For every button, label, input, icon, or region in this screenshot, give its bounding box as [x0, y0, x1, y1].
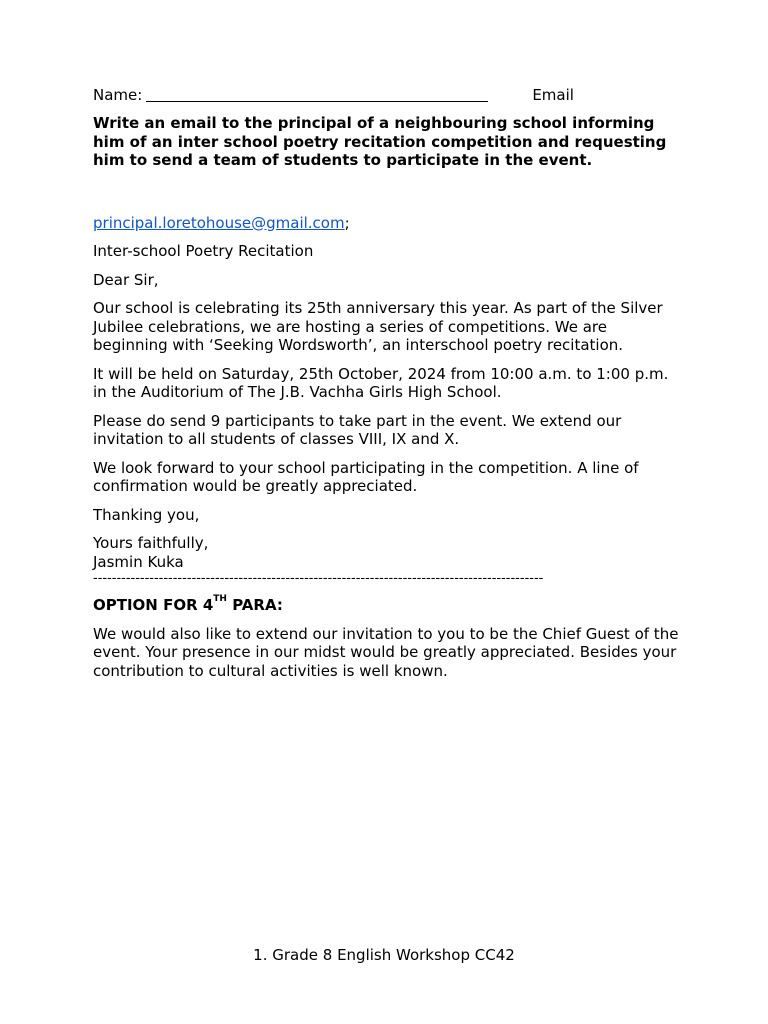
section-divider: ------------------------------------------------------------------------------------------------: [93, 571, 544, 586]
email-paragraph-3: Please do send 9 participants to take part in the event. We extend our invitation to all students of classes VIII, IX and X.: [93, 411, 622, 448]
name-label: Name:: [93, 86, 143, 104]
recipient-line: [93, 214, 683, 233]
recipient-separator: ;: [344, 213, 350, 232]
email-thanks: Thanking you,: [93, 505, 200, 524]
recipient-email-link[interactable]: principal.loretohouse@gmail.com: [93, 213, 345, 232]
email-label: Email: [532, 86, 574, 104]
email-subject: Inter-school Poetry Recitation: [93, 242, 314, 260]
email-paragraph-2: It will be held on Saturday, 25th October, 2024 from 10:00 a.m. to 1:00 p.m. in the Auditorium of The J.B. Vachha Girls High School.: [93, 364, 669, 401]
email-signature: Jasmin Kuka: [93, 552, 184, 571]
option-heading-prefix: OPTION FOR 4: [93, 596, 214, 614]
option-heading-superscript: TH: [213, 594, 227, 604]
name-blank-line: [146, 101, 488, 102]
option-heading-suffix: PARA:: [226, 596, 283, 614]
name-email-line: [93, 86, 683, 105]
page-footer: 1. Grade 8 English Workshop CC42: [253, 946, 515, 964]
email-paragraph-4: We look forward to your school participating in the competition. A line of confirmation would be greatly appreciated.: [93, 458, 639, 495]
question-prompt: Write an email to the principal of a neighbouring school informing him of an inter school poetry recitation competition and requesting him to send a team of students to participate in the event.: [93, 114, 667, 169]
option-heading: [93, 596, 683, 615]
email-salutation: Dear Sir,: [93, 270, 159, 289]
option-paragraph: We would also like to extend our invitation to you to be the Chief Guest of the event. Your presence in our midst would be greatly appreciated. Besides your contribution to cultural activities is well known.: [93, 624, 679, 680]
worksheet-page: [93, 86, 683, 690]
email-sign-off: Yours faithfully,: [93, 534, 209, 552]
email-paragraph-1: Our school is celebrating its 25th anniversary this year. As part of the Silver Jubilee celebrations, we are hosting a series of competitions. We are beginning with ‘Seeking Wordsworth’, an interschool poetry recitation.: [93, 299, 663, 354]
